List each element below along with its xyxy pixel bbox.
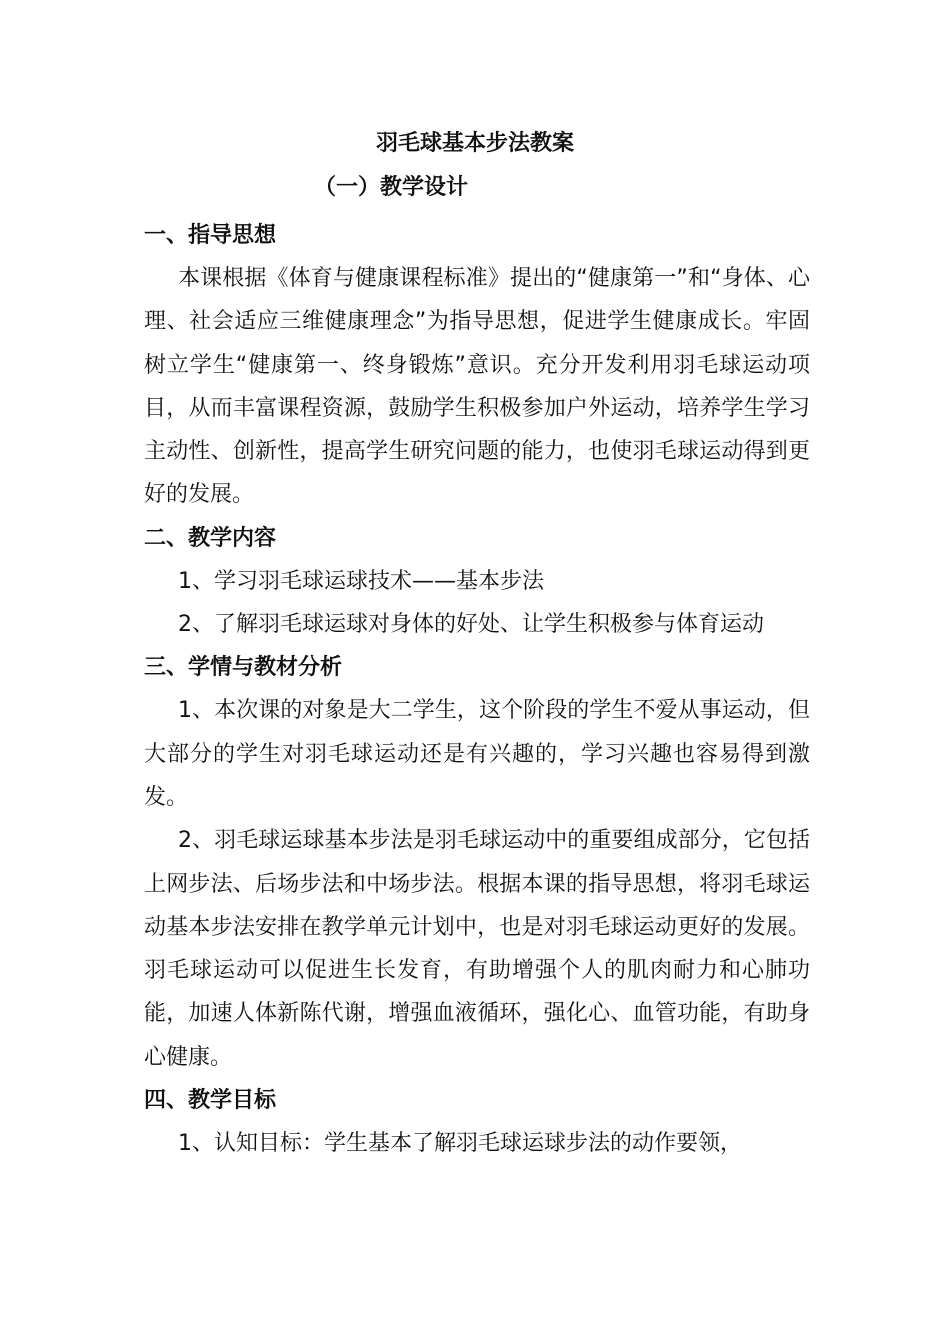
paragraph: 1、本次课的对象是大二学生，这个阶段的学生不爱从事运动，但大部分的学生对羽毛球运动还是有兴趣的，学习兴趣也容易得到激发。 [144, 698, 810, 810]
paragraph: 本课根据《体育与健康课程标准》提出的“健康第一”和“身体、心理、社会适应三维健康理念”为指导思想，促进学生健康成长。牢固树立学生“健康第一、终身锻炼”意识。充分开发利用羽毛球运动项目，从而丰富课程资源，鼓励学生积极参加户外运动，培养学生学习主动性、创新性，提高学生研究问题的能力，也使羽毛球运动得到更好的发展。 [144, 266, 810, 508]
section-heading: 四、教学目标 [144, 1088, 277, 1114]
section-heading: 二、教学内容 [144, 525, 277, 551]
document-title: 羽毛球基本步法教案 [375, 131, 574, 156]
paragraph: 2、了解羽毛球运球对身体的好处、让学生积极参与体育运动 [178, 612, 764, 638]
paragraph: 2、羽毛球运球基本步法是羽毛球运动中的重要组成部分，它包括上网步法、后场步法和中场步法。根据本课的指导思想，将羽毛球运动基本步法安排在教学单元计划中，也是对羽毛球运动更好的发展。羽毛球运动可以促进生长发育，有助增强个人的肌肉耐力和心肺功能，加速人体新陈代谢，增强血液循环，强化心、血管功能，有助身心健康。 [144, 828, 810, 1070]
section-teaching-content [144, 517, 810, 647]
section-teaching-goals [144, 1079, 810, 1165]
section-analysis [144, 646, 810, 1079]
document-body [144, 214, 810, 1165]
paragraph: 1、学习羽毛球运球技术——基本步法 [178, 568, 544, 594]
document-subtitle: （一）教学设计 [314, 175, 469, 200]
paragraph: 1、认知目标：学生基本了解羽毛球运球步法的动作要领， [178, 1131, 742, 1157]
section-guiding-thought [144, 214, 810, 517]
section-heading: 三、学情与教材分析 [144, 655, 343, 681]
section-heading: 一、指导思想 [144, 223, 277, 248]
